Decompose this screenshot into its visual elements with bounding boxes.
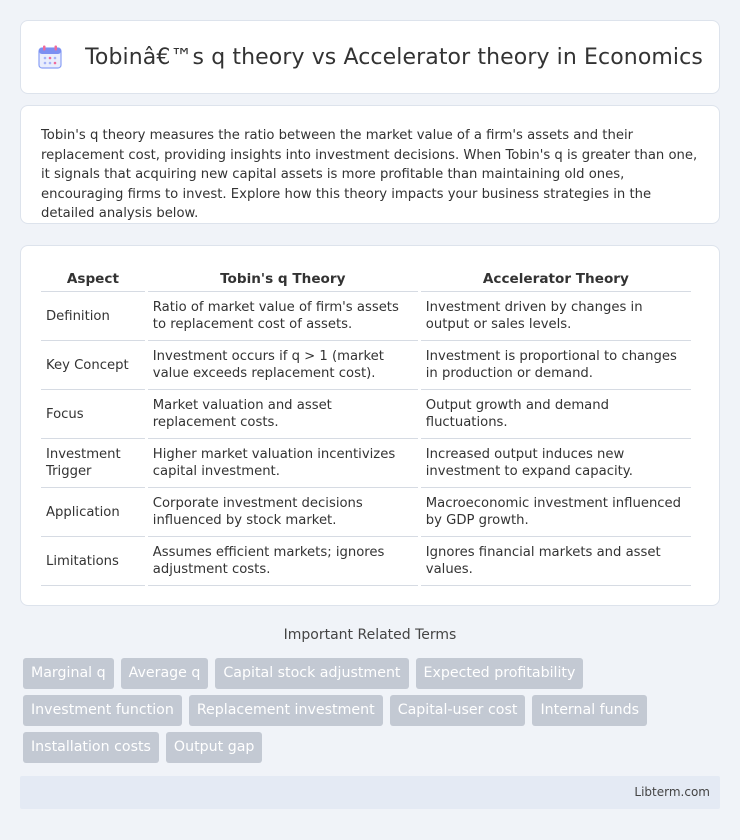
related-term-tag[interactable]: Installation costs — [23, 732, 159, 763]
column-header-accelerator: Accelerator Theory — [421, 266, 691, 292]
footer — [20, 776, 720, 809]
table-cell-tobins-q: Market valuation and asset replacement costs. — [148, 390, 418, 439]
table-cell-tobins-q: Assumes efficient markets; ignores adjustment costs. — [148, 537, 418, 586]
table-header-row — [41, 266, 691, 292]
table-row — [41, 390, 691, 439]
related-term-tag[interactable]: Internal funds — [532, 695, 647, 726]
intro-text: Tobin's q theory measures the ratio between the market value of a firm's assets and their replacement cost, providing insights into investment decisions. When Tobin's q is greater than one, it signals that acquiring new capital assets is more profitable than maintaining old ones, encouraging firms to invest. Explore how this theory impacts your business strategies in the detailed analysis below. — [41, 128, 698, 221]
page-title: Tobinâ€™s q theory vs Accelerator theory in Economics — [85, 44, 703, 70]
related-term-tag[interactable]: Average q — [121, 658, 209, 689]
related-terms-title: Important Related Terms — [283, 627, 457, 643]
related-term-tag[interactable]: Output gap — [166, 732, 263, 763]
table-cell-aspect: Application — [41, 488, 145, 537]
table-cell-accelerator: Increased output induces new investment to expand capacity. — [421, 439, 691, 488]
related-term-tag[interactable]: Replacement investment — [189, 695, 383, 726]
table-cell-aspect: Limitations — [41, 537, 145, 586]
table-row — [41, 439, 691, 488]
table-cell-accelerator: Ignores financial markets and asset values. — [421, 537, 691, 586]
table-cell-accelerator: Output growth and demand fluctuations. — [421, 390, 691, 439]
table-cell-aspect: Definition — [41, 292, 145, 341]
table-row — [41, 341, 691, 390]
related-term-tag[interactable]: Expected profitability — [416, 658, 584, 689]
calendar-icon — [37, 44, 63, 70]
related-term-tag[interactable]: Investment function — [23, 695, 182, 726]
table-cell-tobins-q: Corporate investment decisions influenced by stock market. — [148, 488, 418, 537]
intro-card — [20, 105, 720, 224]
table-cell-aspect: Focus — [41, 390, 145, 439]
footer-site-link[interactable]: Libterm.com — [634, 785, 710, 799]
table-cell-tobins-q: Investment occurs if q > 1 (market value exceeds replacement cost). — [148, 341, 418, 390]
table-cell-aspect: Key Concept — [41, 341, 145, 390]
table-row — [41, 488, 691, 537]
column-header-aspect: Aspect — [41, 266, 145, 292]
comparison-table — [38, 266, 694, 586]
related-terms-list — [23, 658, 723, 769]
table-row — [41, 292, 691, 341]
table-cell-tobins-q: Ratio of market value of firm's assets to replacement cost of assets. — [148, 292, 418, 341]
table-cell-accelerator: Macroeconomic investment influenced by GDP growth. — [421, 488, 691, 537]
header-card — [20, 20, 720, 94]
table-cell-accelerator: Investment is proportional to changes in production or demand. — [421, 341, 691, 390]
table-row — [41, 537, 691, 586]
comparison-table-card — [20, 245, 720, 606]
column-header-tobins-q: Tobin's q Theory — [148, 266, 418, 292]
related-term-tag[interactable]: Capital stock adjustment — [215, 658, 408, 689]
related-term-tag[interactable]: Capital-user cost — [390, 695, 526, 726]
table-cell-accelerator: Investment driven by changes in output or sales levels. — [421, 292, 691, 341]
related-term-tag[interactable]: Marginal q — [23, 658, 114, 689]
table-cell-aspect: Investment Trigger — [41, 439, 145, 488]
table-cell-tobins-q: Higher market valuation incentivizes capital investment. — [148, 439, 418, 488]
